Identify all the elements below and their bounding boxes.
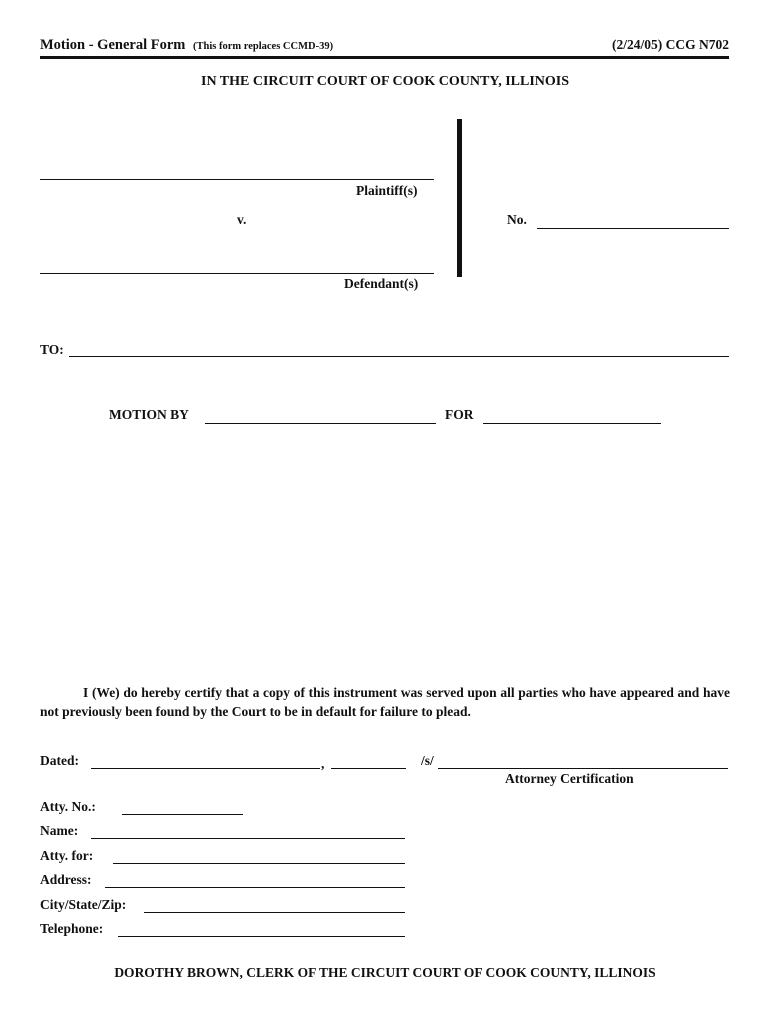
defendant-label: Defendant(s) xyxy=(344,276,419,291)
plaintiff-line[interactable] xyxy=(40,179,434,180)
court-title: IN THE CIRCUIT COURT OF COOK COUNTY, ILLINOIS xyxy=(201,74,569,89)
for-field[interactable] xyxy=(483,423,661,424)
to-field[interactable] xyxy=(69,356,729,357)
caption-divider xyxy=(457,119,462,277)
atty-for-field[interactable] xyxy=(113,863,405,864)
atty-no-label: Atty. No.: xyxy=(40,799,96,814)
form-title-text: Motion - General Form xyxy=(40,37,186,53)
header-rule xyxy=(40,56,729,59)
to-label: TO: xyxy=(40,342,64,357)
name-label: Name: xyxy=(40,823,79,838)
certification-text: I (We) do hereby certify that a copy of this instrument was served upon all parties who have appeared and have not previously been found by the Court to be in default for failure to plead. xyxy=(40,685,730,719)
address-field[interactable] xyxy=(105,887,405,888)
atty-no-field[interactable] xyxy=(122,814,243,815)
clerk-footer: DOROTHY BROWN, CLERK OF THE CIRCUIT COURT OF COOK COUNTY, ILLINOIS xyxy=(114,965,656,980)
case-no-label: No. xyxy=(507,212,527,227)
city-state-zip-field[interactable] xyxy=(144,912,405,913)
attorney-certification-label: Attorney Certification xyxy=(505,771,634,786)
form-code: (2/24/05) CCG N702 xyxy=(612,37,729,52)
atty-for-label: Atty. for: xyxy=(40,848,94,863)
motion-by-label: MOTION BY xyxy=(109,407,189,422)
address-label: Address: xyxy=(40,872,92,887)
versus-label: v. xyxy=(237,212,247,227)
plaintiff-label: Plaintiff(s) xyxy=(356,183,418,198)
dated-field[interactable] xyxy=(91,768,320,769)
form-note: (This form replaces CCMD-39) xyxy=(193,41,334,52)
dated-year-field[interactable] xyxy=(331,768,406,769)
dated-label: Dated: xyxy=(40,753,79,768)
signature-s-label: /s/ xyxy=(421,753,434,768)
signature-field[interactable] xyxy=(438,768,728,769)
dated-comma: , xyxy=(321,756,325,771)
case-no-field[interactable] xyxy=(537,228,729,229)
telephone-field[interactable] xyxy=(118,936,405,937)
motion-by-field[interactable] xyxy=(205,423,436,424)
telephone-label: Telephone: xyxy=(40,921,104,936)
city-state-zip-label: City/State/Zip: xyxy=(40,897,127,912)
for-label: FOR xyxy=(445,407,474,422)
form-title xyxy=(40,37,333,54)
defendant-line[interactable] xyxy=(40,273,434,274)
name-field[interactable] xyxy=(91,838,405,839)
